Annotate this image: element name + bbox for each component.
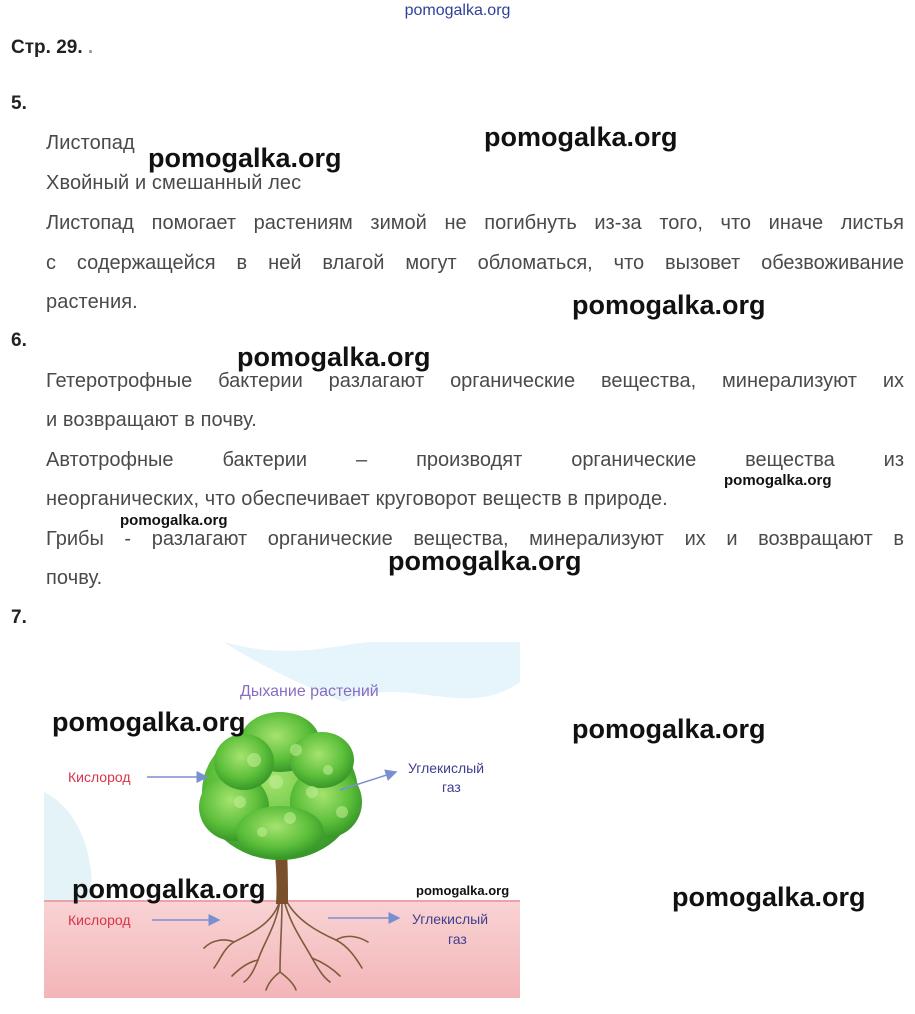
q6-line-2: и возвращают в почву. — [46, 409, 257, 431]
co2-label-bottom-2: газ — [448, 931, 467, 947]
q6-line-6: почву. — [46, 567, 103, 589]
page-label: Стр. 29. — [11, 37, 83, 58]
co2-label-top-2: газ — [442, 779, 461, 795]
figure-title: Дыхание растений — [240, 683, 379, 700]
watermark: pomogalka.org — [237, 342, 431, 372]
watermark: pomogalka.org — [120, 512, 228, 529]
co2-label-bottom-1: Углекислый — [412, 911, 489, 927]
co2-label-top-1: Углекислый — [408, 760, 485, 776]
q6-line-5: Грибы - разлагают органические вещества, минерализуют их и возвращают в — [46, 528, 904, 550]
question-6-number: 6. — [11, 330, 27, 351]
page-dot: . — [87, 37, 94, 58]
watermark: pomogalka.org — [572, 714, 766, 744]
oxygen-label-top: Кислород — [68, 769, 131, 785]
q6-line-4: неорганических, что обеспечивает круговорот веществ в природе. — [46, 488, 668, 510]
q6-line-3: Автотрофные бактерии – производят органические вещества из — [46, 449, 904, 471]
q5-line-4: с содержащейся в ней влагой могут обломаться, что вызовет обезвоживание — [46, 252, 904, 274]
watermark: pomogalka.org — [672, 882, 866, 912]
watermark: pomogalka.org — [52, 707, 246, 737]
watermark: pomogalka.org — [416, 883, 510, 898]
site-header[interactable]: pomogalka.org — [404, 2, 511, 19]
question-7-number: 7. — [11, 607, 27, 628]
q6-line-1: Гетеротрофные бактерии разлагают органические вещества, минерализуют их — [46, 370, 904, 392]
oxygen-label-bottom: Кислород — [68, 912, 131, 928]
plant-respiration-figure — [44, 642, 520, 998]
watermark: pomogalka.org — [572, 290, 766, 320]
watermark: pomogalka.org — [724, 472, 832, 489]
watermark: pomogalka.org — [72, 874, 266, 904]
watermark: pomogalka.org — [484, 122, 678, 152]
q5-line-1: Листопад — [46, 132, 135, 154]
q5-line-3: Листопад помогает растениям зимой не погибнуть из-за того, что иначе листья — [46, 212, 904, 234]
q5-line-2: Хвойный и смешанный лес — [46, 172, 302, 194]
page-title — [11, 37, 93, 59]
watermark: pomogalka.org — [148, 143, 342, 173]
q5-line-5: растения. — [46, 291, 138, 313]
question-5-number: 5. — [11, 93, 27, 114]
watermark: pomogalka.org — [388, 546, 582, 576]
